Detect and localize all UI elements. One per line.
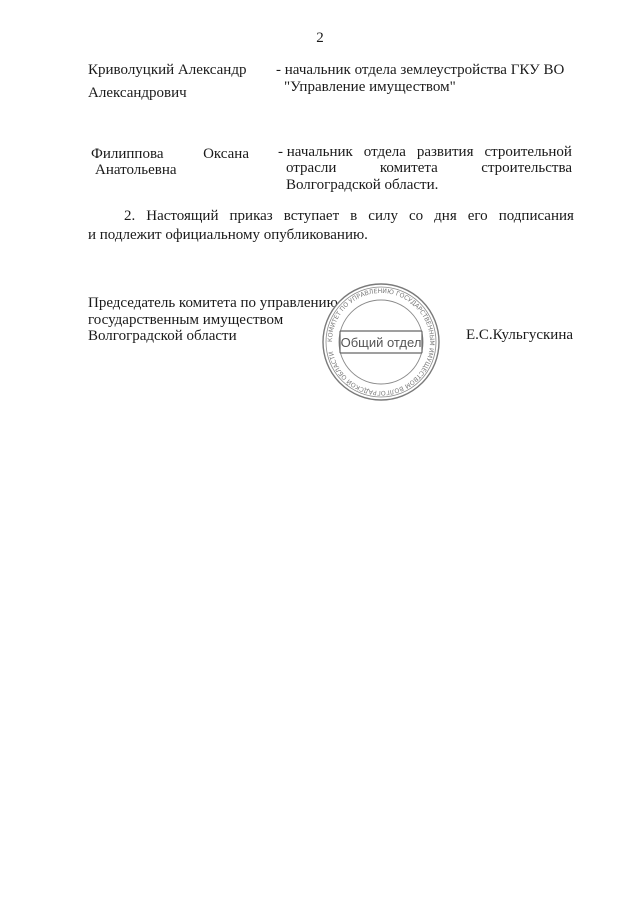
member-1-position-line1: - начальник отдела землеустройства ГКУ ВО xyxy=(276,62,565,78)
word: Настоящий xyxy=(146,208,219,224)
page-number: 2 xyxy=(316,30,324,46)
word: вступает xyxy=(283,208,340,224)
word: силу xyxy=(368,208,398,224)
word: развития xyxy=(416,144,474,160)
member-2-position-line2 xyxy=(286,159,572,177)
word: отрасли xyxy=(286,160,337,176)
word: - начальник xyxy=(278,144,353,160)
member-2-firstname: Оксана xyxy=(203,146,249,162)
word: строительства xyxy=(481,160,572,176)
signature-title-line1: Председатель комитета по управлению xyxy=(88,295,338,311)
word: со xyxy=(408,208,424,224)
signature-title-line3: Волгоградской области xyxy=(88,328,237,344)
clause-2-line2: и подлежит официальному опубликованию. xyxy=(88,227,368,243)
member-1-name-line2: Александрович xyxy=(88,85,187,101)
word: отдела xyxy=(363,144,406,160)
stamp-center-text: Общий отдел xyxy=(340,335,422,350)
word: 2. xyxy=(124,208,136,224)
member-2-position-line3: Волгоградской области. xyxy=(286,177,439,193)
signer-name: Е.С.Кульгускина xyxy=(466,327,574,343)
word: его xyxy=(467,208,488,224)
word: в xyxy=(350,208,358,224)
member-1-position-line2: "Управление имуществом" xyxy=(284,79,456,95)
stamp-ring-text: КОМИТЕТ ПО УПРАВЛЕНИЮ ГОСУДАРСТВЕННЫМ ИМУЩЕСТВОМ ВОЛГОГРАДСКОЙ ОБЛАСТИ xyxy=(326,287,436,397)
member-2-name-line2: Анатольевна xyxy=(95,162,177,178)
word: строительной xyxy=(484,144,572,160)
word: дня xyxy=(434,208,457,224)
member-1-name-line1: Криволуцкий Александр xyxy=(88,62,247,78)
signature-title-line2: государственным имуществом xyxy=(88,312,284,328)
word: подписания xyxy=(498,208,574,224)
word: приказ xyxy=(229,208,273,224)
official-stamp xyxy=(318,283,444,401)
member-2-surname: Филиппова xyxy=(91,146,164,162)
word: комитета xyxy=(379,160,438,176)
clause-2-line1 xyxy=(124,207,574,225)
